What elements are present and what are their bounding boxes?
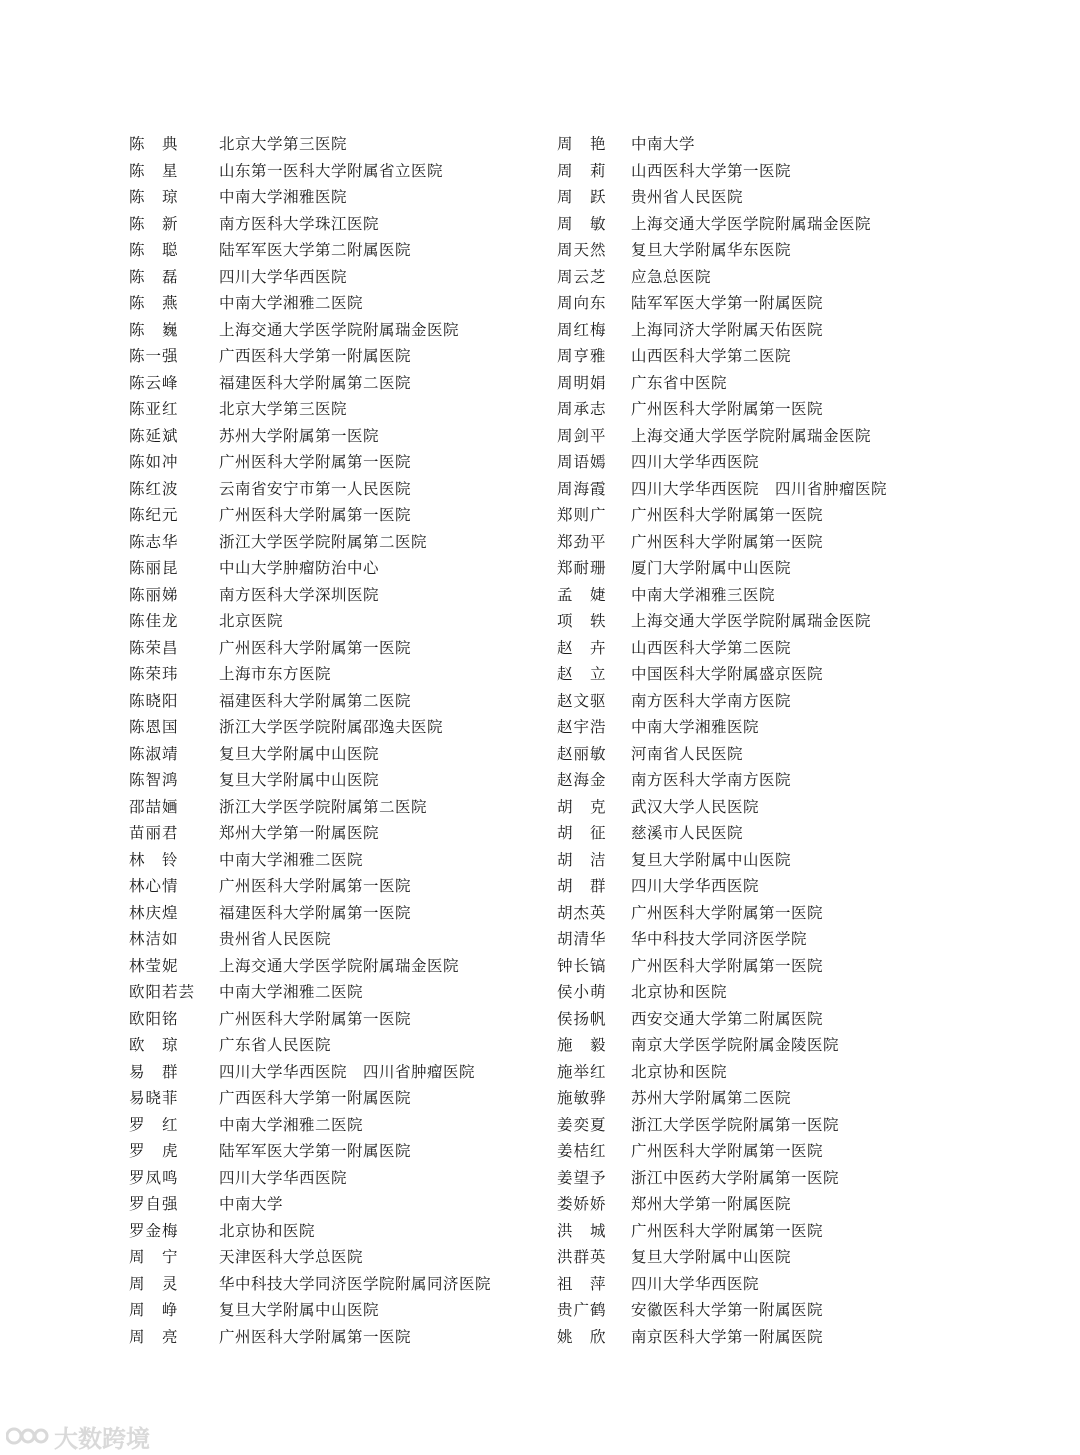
person-name: 姚 欣 bbox=[557, 1327, 607, 1346]
entry-row bbox=[129, 1138, 549, 1165]
affiliation: 山东第一医科大学附属省立医院 bbox=[219, 161, 444, 180]
affiliation: 广东省人民医院 bbox=[219, 1036, 332, 1054]
person-name: 侯扬帆 bbox=[557, 1009, 607, 1028]
entry-row bbox=[129, 873, 549, 900]
entry-row bbox=[129, 582, 549, 609]
affiliation: 安徽医科大学第一附属医院 bbox=[631, 1301, 824, 1319]
person-name: 姜望予 bbox=[557, 1168, 607, 1187]
affiliation: 中南大学湘雅二医院 bbox=[219, 1115, 364, 1134]
person-name: 洪 城 bbox=[557, 1221, 607, 1240]
affiliation: 苏州大学附属第二医院 bbox=[631, 1089, 792, 1107]
entry-row bbox=[557, 979, 997, 1006]
entry-row bbox=[557, 184, 997, 211]
person-name: 周语嫣 bbox=[557, 453, 607, 471]
affiliation: 云南省安宁市第一人民医院 bbox=[219, 479, 412, 498]
person-name: 周海霞 bbox=[557, 479, 607, 498]
entry-row bbox=[557, 767, 997, 794]
person-name: 项 轶 bbox=[557, 612, 607, 630]
left-name-list bbox=[129, 131, 549, 1350]
affiliation: 广州医科大学附属第一医院 bbox=[631, 1221, 824, 1240]
person-name: 易 群 bbox=[129, 1062, 179, 1081]
person-name: 周亨雅 bbox=[557, 347, 607, 365]
entry-row bbox=[129, 953, 549, 980]
entry-row bbox=[129, 1006, 549, 1033]
affiliation: 广西医科大学第一附属医院 bbox=[219, 1089, 412, 1107]
affiliation: 福建医科大学附属第二医院 bbox=[219, 691, 412, 710]
entry-row bbox=[129, 794, 549, 821]
person-name: 陈云峰 bbox=[129, 373, 179, 392]
affiliation: 复旦大学附属中山医院 bbox=[219, 1301, 380, 1319]
person-name: 罗 虎 bbox=[129, 1142, 179, 1160]
person-name: 陈一强 bbox=[129, 347, 179, 365]
entry-row bbox=[129, 926, 549, 953]
person-name: 陈 磊 bbox=[129, 267, 179, 286]
entry-row bbox=[557, 1297, 997, 1324]
person-name: 胡杰英 bbox=[557, 903, 607, 922]
affiliation: 中南大学 bbox=[631, 135, 696, 153]
person-name: 陈恩国 bbox=[129, 718, 179, 736]
affiliation: 广州医科大学附属第一医院 bbox=[219, 638, 412, 657]
affiliation: 上海交通大学医学院附属瑞金医院 bbox=[631, 214, 872, 233]
entry-row bbox=[557, 476, 997, 503]
person-name: 周 艳 bbox=[557, 135, 607, 153]
affiliation: 陆军军医大学第一附属医院 bbox=[631, 294, 824, 312]
person-name: 娄娇娇 bbox=[557, 1195, 607, 1213]
entry-row bbox=[557, 1138, 997, 1165]
affiliation: 苏州大学附属第一医院 bbox=[219, 426, 380, 445]
affiliation: 广州医科大学附属第一医院 bbox=[219, 506, 412, 524]
person-name: 陈智鸿 bbox=[129, 771, 179, 789]
person-name: 林庆煌 bbox=[129, 903, 179, 922]
person-name: 孟 婕 bbox=[557, 585, 607, 604]
person-name: 罗自强 bbox=[129, 1195, 179, 1213]
entry-row bbox=[129, 688, 549, 715]
entry-row bbox=[129, 1244, 549, 1271]
person-name: 陈志华 bbox=[129, 532, 179, 551]
person-name: 陈荣玮 bbox=[129, 665, 179, 683]
entry-row bbox=[129, 529, 549, 556]
entry-row bbox=[129, 979, 549, 1006]
entry-row bbox=[557, 264, 997, 291]
person-name: 林洁如 bbox=[129, 930, 179, 948]
person-name: 赵宇浩 bbox=[557, 718, 607, 736]
affiliation: 贵州省人民医院 bbox=[219, 930, 332, 948]
entry-row bbox=[557, 1165, 997, 1192]
entry-row bbox=[129, 476, 549, 503]
entry-row bbox=[129, 1271, 549, 1298]
entry-row bbox=[557, 343, 997, 370]
person-name: 姜奕夏 bbox=[557, 1115, 607, 1134]
affiliation: 厦门大学附属中山医院 bbox=[631, 559, 792, 577]
affiliation: 北京协和医院 bbox=[631, 983, 728, 1001]
person-name: 周 敏 bbox=[557, 214, 607, 233]
affiliation: 广州医科大学附属第一医院 bbox=[631, 903, 824, 922]
affiliation: 福建医科大学附属第二医院 bbox=[219, 373, 412, 392]
affiliation: 上海同济大学附属天佑医院 bbox=[631, 320, 824, 339]
entry-row bbox=[557, 529, 997, 556]
person-name: 周 莉 bbox=[557, 161, 607, 180]
entry-row bbox=[129, 423, 549, 450]
person-name: 胡 克 bbox=[557, 797, 607, 816]
entry-row bbox=[129, 1165, 549, 1192]
affiliation: 南方医科大学南方医院 bbox=[631, 691, 792, 710]
person-name: 胡 征 bbox=[557, 824, 607, 842]
logo-icon bbox=[6, 1423, 50, 1449]
entry-row bbox=[557, 900, 997, 927]
affiliation: 上海交通大学医学院附属瑞金医院 bbox=[219, 320, 460, 339]
person-name: 周 峥 bbox=[129, 1301, 179, 1319]
person-name: 易晓菲 bbox=[129, 1089, 179, 1107]
entry-row bbox=[557, 396, 997, 423]
entry-row bbox=[557, 502, 997, 529]
affiliation: 慈溪市人民医院 bbox=[631, 824, 744, 842]
affiliation: 华中科技大学同济医学院附属同济医院 bbox=[219, 1274, 492, 1293]
entry-row bbox=[129, 767, 549, 794]
entry-row bbox=[557, 1218, 997, 1245]
person-name: 周明娟 bbox=[557, 373, 607, 392]
person-name: 胡 群 bbox=[557, 877, 607, 895]
affiliation: 复旦大学附属中山医院 bbox=[631, 850, 792, 869]
entry-row bbox=[557, 370, 997, 397]
person-name: 林 铃 bbox=[129, 850, 179, 869]
person-name: 周承志 bbox=[557, 400, 607, 418]
person-name: 贵广鹤 bbox=[557, 1301, 607, 1319]
affiliation: 浙江中医药大学附属第一医院 bbox=[631, 1168, 840, 1187]
entry-row bbox=[129, 237, 549, 264]
affiliation: 广州医科大学附属第一医院 bbox=[631, 506, 824, 524]
entry-row bbox=[129, 555, 549, 582]
affiliation: 陆军军医大学第一附属医院 bbox=[219, 1142, 412, 1160]
entry-row bbox=[557, 608, 997, 635]
affiliation: 复旦大学附属中山医院 bbox=[219, 771, 380, 789]
affiliation: 浙江大学医学院附属第二医院 bbox=[219, 532, 428, 551]
entry-row bbox=[557, 635, 997, 662]
entry-row bbox=[129, 1191, 549, 1218]
person-name: 陈 琼 bbox=[129, 188, 179, 206]
affiliation: 广州医科大学附属第一医院 bbox=[219, 1327, 412, 1346]
entry-row bbox=[557, 847, 997, 874]
person-name: 周红梅 bbox=[557, 320, 607, 339]
entry-row bbox=[129, 1297, 549, 1324]
entry-row bbox=[129, 714, 549, 741]
entry-row bbox=[129, 1112, 549, 1139]
affiliation: 山西医科大学第二医院 bbox=[631, 638, 792, 657]
affiliation: 北京医院 bbox=[219, 612, 284, 630]
affiliation: 浙江大学医学院附属邵逸夫医院 bbox=[219, 718, 444, 736]
person-name: 胡清华 bbox=[557, 930, 607, 948]
affiliation: 武汉大学人民医院 bbox=[631, 797, 760, 816]
affiliation: 中南大学湘雅二医院 bbox=[219, 850, 364, 869]
entry-row bbox=[557, 688, 997, 715]
person-name: 郑耐珊 bbox=[557, 559, 607, 577]
entry-row bbox=[129, 184, 549, 211]
person-name: 陈 典 bbox=[129, 135, 179, 153]
affiliation: 南方医科大学珠江医院 bbox=[219, 214, 380, 233]
entry-row bbox=[129, 1324, 549, 1351]
affiliation: 广东省中医院 bbox=[631, 373, 728, 392]
person-name: 周 灵 bbox=[129, 1274, 179, 1293]
entry-row bbox=[129, 1218, 549, 1245]
affiliation: 中南大学湘雅医院 bbox=[219, 188, 348, 206]
affiliation: 复旦大学附属中山医院 bbox=[219, 744, 380, 763]
entry-row bbox=[557, 1112, 997, 1139]
entry-row bbox=[557, 741, 997, 768]
entry-row bbox=[557, 926, 997, 953]
entry-row bbox=[557, 794, 997, 821]
entry-row bbox=[557, 317, 997, 344]
affiliation: 中南大学湘雅二医院 bbox=[219, 983, 364, 1001]
person-name: 周 跃 bbox=[557, 188, 607, 206]
person-name: 陈 燕 bbox=[129, 294, 179, 312]
person-name: 陈荣昌 bbox=[129, 638, 179, 657]
person-name: 陈晓阳 bbox=[129, 691, 179, 710]
affiliation: 中国医科大学附属盛京医院 bbox=[631, 665, 824, 683]
affiliation: 上海交通大学医学院附属瑞金医院 bbox=[631, 612, 872, 630]
affiliation: 四川大学华西医院 bbox=[219, 267, 348, 286]
person-name: 赵 立 bbox=[557, 665, 607, 683]
entry-row bbox=[129, 211, 549, 238]
entry-row bbox=[557, 582, 997, 609]
affiliation: 复旦大学附属华东医院 bbox=[631, 241, 792, 259]
entry-row bbox=[557, 1032, 997, 1059]
affiliation: 华中科技大学同济医学院 bbox=[631, 930, 808, 948]
entry-row bbox=[129, 370, 549, 397]
affiliation: 中南大学湘雅二医院 bbox=[219, 294, 364, 312]
affiliation: 应急总医院 bbox=[631, 267, 712, 286]
entry-row bbox=[129, 847, 549, 874]
affiliation: 中南大学湘雅三医院 bbox=[631, 585, 776, 604]
person-name: 周向东 bbox=[557, 294, 607, 312]
affiliation: 四川大学华西医院 四川省肿瘤医院 bbox=[631, 479, 888, 498]
affiliation: 广州医科大学附属第一医院 bbox=[631, 956, 824, 975]
person-name: 欧阳铭 bbox=[129, 1009, 179, 1028]
entry-row bbox=[129, 1085, 549, 1112]
affiliation: 南方医科大学深圳医院 bbox=[219, 585, 380, 604]
person-name: 罗金梅 bbox=[129, 1221, 179, 1240]
person-name: 陈 聪 bbox=[129, 241, 179, 259]
affiliation: 广州医科大学附属第一医院 bbox=[631, 532, 824, 551]
entry-row bbox=[129, 158, 549, 185]
entry-row bbox=[129, 131, 549, 158]
person-name: 赵海金 bbox=[557, 771, 607, 789]
affiliation: 四川大学华西医院 bbox=[631, 877, 760, 895]
entry-row bbox=[557, 158, 997, 185]
person-name: 林莹妮 bbox=[129, 956, 179, 975]
entry-row bbox=[557, 1085, 997, 1112]
entry-row bbox=[557, 873, 997, 900]
person-name: 周 亮 bbox=[129, 1327, 179, 1346]
entry-row bbox=[557, 449, 997, 476]
affiliation: 北京大学第三医院 bbox=[219, 135, 348, 153]
affiliation: 山西医科大学第二医院 bbox=[631, 347, 792, 365]
entry-row bbox=[557, 661, 997, 688]
affiliation: 中山大学肿瘤防治中心 bbox=[219, 559, 380, 577]
affiliation: 福建医科大学附属第一医院 bbox=[219, 903, 412, 922]
person-name: 陈延斌 bbox=[129, 426, 179, 445]
entry-row bbox=[129, 1032, 549, 1059]
person-name: 陈红波 bbox=[129, 479, 179, 498]
watermark bbox=[6, 1418, 150, 1454]
person-name: 施敏骅 bbox=[557, 1089, 607, 1107]
person-name: 林心情 bbox=[129, 877, 179, 895]
affiliation: 南京医科大学第一附属医院 bbox=[631, 1327, 824, 1346]
person-name: 周天然 bbox=[557, 241, 607, 259]
affiliation: 四川大学华西医院 四川省肿瘤医院 bbox=[219, 1062, 476, 1081]
right-name-list bbox=[557, 131, 997, 1350]
entry-row bbox=[129, 343, 549, 370]
person-name: 欧阳若芸 bbox=[129, 983, 196, 1001]
affiliation: 贵州省人民医院 bbox=[631, 188, 744, 206]
affiliation: 四川大学华西医院 bbox=[219, 1168, 348, 1187]
person-name: 祖 萍 bbox=[557, 1274, 607, 1293]
affiliation: 天津医科大学总医院 bbox=[219, 1248, 364, 1266]
person-name: 陈 新 bbox=[129, 214, 179, 233]
affiliation: 复旦大学附属中山医院 bbox=[631, 1248, 792, 1266]
entry-row bbox=[129, 1059, 549, 1086]
affiliation: 郑州大学第一附属医院 bbox=[219, 824, 380, 842]
person-name: 姜桔红 bbox=[557, 1142, 607, 1160]
entry-row bbox=[557, 290, 997, 317]
person-name: 陈亚红 bbox=[129, 400, 179, 418]
entry-row bbox=[129, 290, 549, 317]
person-name: 郑劲平 bbox=[557, 532, 607, 551]
entry-row bbox=[129, 900, 549, 927]
person-name: 侯小萌 bbox=[557, 983, 607, 1001]
entry-row bbox=[129, 264, 549, 291]
person-name: 邵喆婳 bbox=[129, 797, 179, 816]
entry-row bbox=[557, 1006, 997, 1033]
entry-row bbox=[557, 1059, 997, 1086]
person-name: 赵丽敏 bbox=[557, 744, 607, 763]
person-name: 施举红 bbox=[557, 1062, 607, 1081]
affiliation: 郑州大学第一附属医院 bbox=[631, 1195, 792, 1213]
person-name: 陈佳龙 bbox=[129, 612, 179, 630]
affiliation: 西安交通大学第二附属医院 bbox=[631, 1009, 824, 1028]
affiliation: 四川大学华西医院 bbox=[631, 1274, 760, 1293]
affiliation: 中南大学湘雅医院 bbox=[631, 718, 760, 736]
person-name: 周剑平 bbox=[557, 426, 607, 445]
person-name: 苗丽君 bbox=[129, 824, 179, 842]
person-name: 周云芝 bbox=[557, 267, 607, 286]
person-name: 周 宁 bbox=[129, 1248, 179, 1266]
affiliation: 陆军军医大学第二附属医院 bbox=[219, 241, 412, 259]
affiliation: 北京协和医院 bbox=[219, 1221, 316, 1240]
affiliation: 四川大学华西医院 bbox=[631, 453, 760, 471]
affiliation: 广州医科大学附属第一医院 bbox=[219, 1009, 412, 1028]
entry-row bbox=[557, 1191, 997, 1218]
entry-row bbox=[557, 131, 997, 158]
person-name: 罗凤鸣 bbox=[129, 1168, 179, 1187]
affiliation: 广州医科大学附属第一医院 bbox=[219, 877, 412, 895]
person-name: 郑则广 bbox=[557, 506, 607, 524]
entry-row bbox=[557, 423, 997, 450]
entry-row bbox=[129, 608, 549, 635]
affiliation: 广州医科大学附属第一医院 bbox=[631, 400, 824, 418]
person-name: 陈丽娣 bbox=[129, 585, 179, 604]
entry-row bbox=[129, 635, 549, 662]
affiliation: 广州医科大学附属第一医院 bbox=[219, 453, 412, 471]
entry-row bbox=[557, 714, 997, 741]
affiliation: 南京大学医学院附属金陵医院 bbox=[631, 1036, 840, 1054]
person-name: 陈 星 bbox=[129, 161, 179, 180]
person-name: 施 毅 bbox=[557, 1036, 607, 1054]
affiliation: 南方医科大学南方医院 bbox=[631, 771, 792, 789]
entry-row bbox=[129, 396, 549, 423]
entry-row bbox=[129, 502, 549, 529]
entry-row bbox=[129, 449, 549, 476]
person-name: 欧 琼 bbox=[129, 1036, 179, 1054]
person-name: 陈丽昆 bbox=[129, 559, 179, 577]
entry-row bbox=[557, 820, 997, 847]
affiliation: 上海交通大学医学院附属瑞金医院 bbox=[219, 956, 460, 975]
entry-row bbox=[129, 317, 549, 344]
affiliation: 河南省人民医院 bbox=[631, 744, 744, 763]
entry-row bbox=[557, 1244, 997, 1271]
entry-row bbox=[129, 741, 549, 768]
entry-row bbox=[557, 1324, 997, 1351]
person-name: 陈纪元 bbox=[129, 506, 179, 524]
person-name: 陈如冲 bbox=[129, 453, 179, 471]
affiliation: 广西医科大学第一附属医院 bbox=[219, 347, 412, 365]
person-name: 罗 红 bbox=[129, 1115, 179, 1134]
person-name: 陈 巍 bbox=[129, 320, 179, 339]
entry-row bbox=[557, 237, 997, 264]
person-name: 赵 卉 bbox=[557, 638, 607, 657]
affiliation: 浙江大学医学院附属第二医院 bbox=[219, 797, 428, 816]
person-name: 洪群英 bbox=[557, 1248, 607, 1266]
affiliation: 中南大学 bbox=[219, 1195, 284, 1213]
person-name: 钟长镐 bbox=[557, 956, 607, 975]
affiliation: 上海交通大学医学院附属瑞金医院 bbox=[631, 426, 872, 445]
affiliation: 北京大学第三医院 bbox=[219, 400, 348, 418]
watermark-text: 大数跨境 bbox=[54, 1424, 150, 1453]
person-name: 胡 洁 bbox=[557, 850, 607, 869]
entry-row bbox=[129, 661, 549, 688]
affiliation: 山西医科大学第一医院 bbox=[631, 161, 792, 180]
affiliation: 上海市东方医院 bbox=[219, 665, 332, 683]
entry-row bbox=[557, 953, 997, 980]
person-name: 赵文驱 bbox=[557, 691, 607, 710]
affiliation: 广州医科大学附属第一医院 bbox=[631, 1142, 824, 1160]
entry-row bbox=[129, 820, 549, 847]
affiliation: 浙江大学医学院附属第一医院 bbox=[631, 1115, 840, 1134]
entry-row bbox=[557, 1271, 997, 1298]
affiliation: 北京协和医院 bbox=[631, 1062, 728, 1081]
entry-row bbox=[557, 555, 997, 582]
entry-row bbox=[557, 211, 997, 238]
person-name: 陈淑靖 bbox=[129, 744, 179, 763]
